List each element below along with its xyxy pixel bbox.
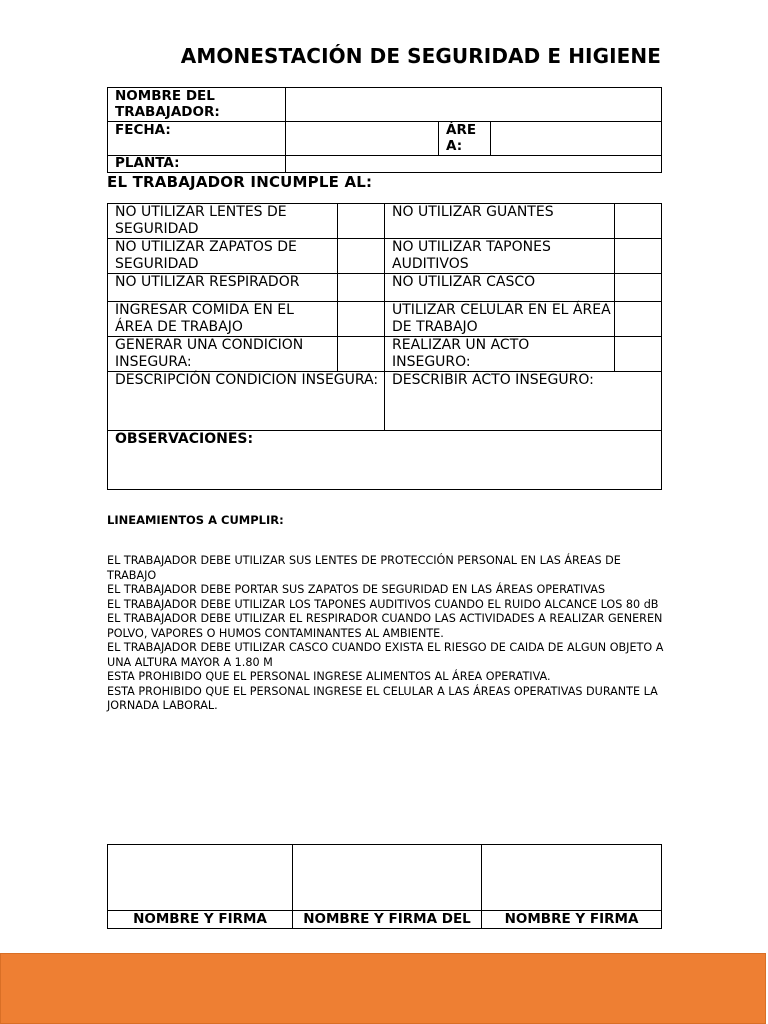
violation-label: NO UTILIZAR GUANTES bbox=[385, 204, 615, 239]
violation-checkbox[interactable] bbox=[338, 239, 385, 274]
signature-box[interactable] bbox=[293, 845, 482, 911]
violation-label: INGRESAR COMIDA EN EL ÁREA DE TRABAJO bbox=[108, 302, 338, 337]
descripcion-condicion-field[interactable]: DESCRIPCIÓN CONDICION INSEGURA: bbox=[108, 372, 385, 431]
nombre-label: NOMBRE DEL TRABAJADOR: bbox=[108, 88, 286, 122]
violation-label: NO UTILIZAR LENTES DE SEGURIDAD bbox=[108, 204, 338, 239]
rule-item: EL TRABAJADOR DEBE UTILIZAR CASCO CUANDO EXISTA EL RIESGO DE CAIDA DE ALGUN OBJETO A UNA ALTURA MAYOR A 1.80 M bbox=[107, 641, 664, 669]
violation-row bbox=[108, 204, 662, 239]
rule-item: EL TRABAJADOR DEBE UTILIZAR SUS LENTES DE PROTECCIÓN PERSONAL EN LAS ÁREAS DE TRABAJO bbox=[107, 554, 621, 582]
area-label: ÁRE A: bbox=[439, 122, 491, 156]
rule-item: ESTA PROHIBIDO QUE EL PERSONAL INGRESE ALIMENTOS AL ÁREA OPERATIVA. bbox=[107, 670, 551, 683]
lineamientos-title: LINEAMIENTOS A CUMPLIR: bbox=[107, 513, 284, 527]
rule-item: EL TRABAJADOR DEBE UTILIZAR LOS TAPONES AUDITIVOS CUANDO EL RUIDO ALCANCE LOS 80 dB bbox=[107, 597, 659, 611]
violation-checkbox[interactable] bbox=[615, 204, 662, 239]
violation-label: UTILIZAR CELULAR EN EL ÁREA DE TRABAJO bbox=[385, 302, 615, 337]
violation-row bbox=[108, 337, 662, 372]
signature-table bbox=[107, 844, 662, 929]
violation-checkbox[interactable] bbox=[615, 302, 662, 337]
signature-box[interactable] bbox=[482, 845, 662, 911]
violation-checkbox[interactable] bbox=[338, 274, 385, 302]
violation-checkbox[interactable] bbox=[338, 337, 385, 372]
worker-info-table bbox=[107, 87, 662, 173]
violation-row bbox=[108, 274, 662, 302]
violation-row bbox=[108, 239, 662, 274]
signature-caption: NOMBRE Y FIRMA DEL bbox=[293, 911, 482, 929]
violation-checkbox[interactable] bbox=[338, 302, 385, 337]
signature-box[interactable] bbox=[108, 845, 293, 911]
violation-label: GENERAR UNA CONDICION INSEGURA: bbox=[108, 337, 338, 372]
violation-checkbox[interactable] bbox=[615, 239, 662, 274]
signature-caption: NOMBRE Y FIRMA bbox=[482, 911, 662, 929]
violation-checkbox[interactable] bbox=[615, 337, 662, 372]
violation-label: NO UTILIZAR ZAPATOS DE SEGURIDAD bbox=[108, 239, 338, 274]
rules-list bbox=[107, 554, 667, 714]
violations-table bbox=[107, 203, 662, 490]
nombre-field[interactable] bbox=[286, 88, 662, 122]
area-field[interactable] bbox=[491, 122, 662, 156]
planta-label: PLANTA: bbox=[108, 156, 286, 173]
violation-checkbox[interactable] bbox=[338, 204, 385, 239]
violation-label: NO UTILIZAR TAPONES AUDITIVOS bbox=[385, 239, 615, 274]
fecha-field[interactable] bbox=[286, 122, 439, 156]
planta-field[interactable] bbox=[286, 156, 662, 173]
fecha-label: FECHA: bbox=[108, 122, 286, 156]
incumple-heading: EL TRABAJADOR INCUMPLE AL: bbox=[107, 173, 373, 191]
describir-acto-field[interactable]: DESCRIBIR ACTO INSEGURO: bbox=[385, 372, 662, 431]
observaciones-field[interactable]: OBSERVACIONES: bbox=[108, 431, 662, 490]
violation-label: NO UTILIZAR RESPIRADOR bbox=[108, 274, 338, 302]
footer-bar bbox=[0, 953, 766, 1024]
document-title: AMONESTACIÓN DE SEGURIDAD E HIGIENE bbox=[180, 44, 661, 68]
rule-item: ESTA PROHIBIDO QUE EL PERSONAL INGRESE EL CELULAR A LAS ÁREAS OPERATIVAS DURANTE LA JORNADA LABORAL. bbox=[107, 684, 658, 712]
violation-row bbox=[108, 302, 662, 337]
violation-checkbox[interactable] bbox=[615, 274, 662, 302]
rule-item: EL TRABAJADOR DEBE UTILIZAR EL RESPIRADOR CUANDO LAS ACTIVIDADES A REALIZAR GENEREN POLVO, VAPORES O HUMOS CONTAMINANTES AL AMBIENTE. bbox=[107, 612, 663, 640]
violation-label: NO UTILIZAR CASCO bbox=[385, 274, 615, 302]
signature-caption: NOMBRE Y FIRMA bbox=[108, 911, 293, 929]
rule-item: EL TRABAJADOR DEBE PORTAR SUS ZAPATOS DE SEGURIDAD EN LAS ÁREAS OPERATIVAS bbox=[107, 583, 606, 596]
violation-label: REALIZAR UN ACTO INSEGURO: bbox=[385, 337, 615, 372]
